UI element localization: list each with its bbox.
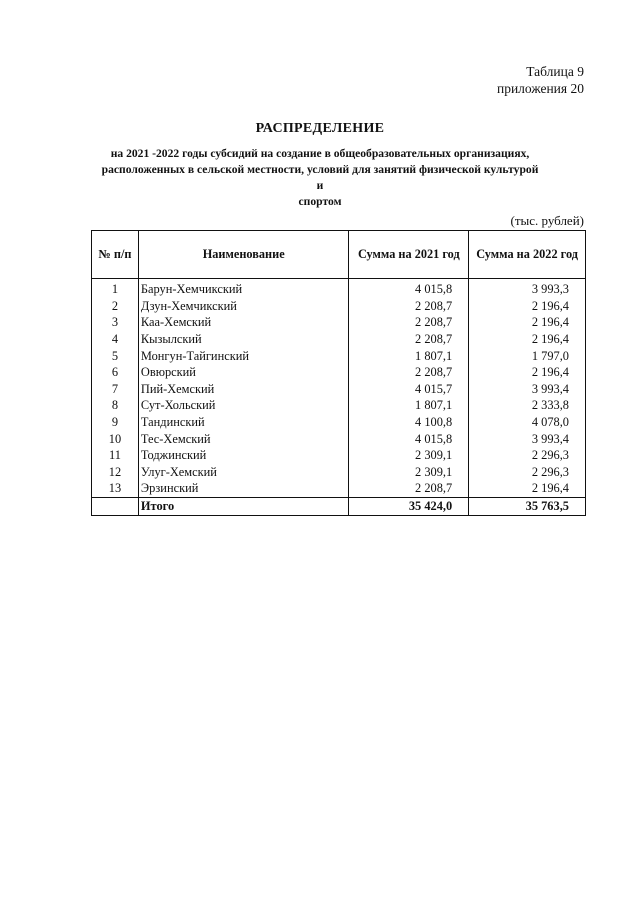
- document-subtitle: [100, 146, 540, 210]
- row-number: 10: [92, 430, 139, 447]
- row-sum-2022: 3 993,4: [469, 430, 586, 447]
- row-sum-2021: 4 100,8: [349, 414, 469, 431]
- table-row: [92, 430, 586, 447]
- table-body: [92, 279, 586, 516]
- row-sum-2021: 1 807,1: [349, 347, 469, 364]
- row-sum-2021: 2 208,7: [349, 298, 469, 315]
- row-name: Монгун-Тайгинский: [138, 347, 349, 364]
- row-sum-2022: 2 196,4: [469, 298, 586, 315]
- table-row: [92, 314, 586, 331]
- row-sum-2022: 3 993,3: [469, 279, 586, 298]
- row-sum-2022: 2 196,4: [469, 480, 586, 497]
- table-reference: Таблица 9: [526, 64, 584, 79]
- row-number: 9: [92, 414, 139, 431]
- row-number: 7: [92, 381, 139, 398]
- row-number: 6: [92, 364, 139, 381]
- row-name: Овюрский: [138, 364, 349, 381]
- row-name: Барун-Хемчикский: [138, 279, 349, 298]
- table-row: [92, 447, 586, 464]
- total-sum-2022: 35 763,5: [469, 497, 586, 515]
- subtitle-line: расположенных в сельской местности, условий для занятий физической культурой и: [101, 163, 539, 192]
- row-sum-2021: 1 807,1: [349, 397, 469, 414]
- table-row: [92, 397, 586, 414]
- row-sum-2022: 1 797,0: [469, 347, 586, 364]
- row-sum-2022: 3 993,4: [469, 381, 586, 398]
- row-number: 2: [92, 298, 139, 315]
- row-sum-2021: 4 015,8: [349, 279, 469, 298]
- table-row: [92, 331, 586, 348]
- row-number: 1: [92, 279, 139, 298]
- row-sum-2021: 2 309,1: [349, 447, 469, 464]
- table-header-row: [92, 231, 586, 279]
- row-name: Тоджинский: [138, 447, 349, 464]
- row-name: Тес-Хемский: [138, 430, 349, 447]
- row-number: 13: [92, 480, 139, 497]
- row-sum-2022: 2 196,4: [469, 331, 586, 348]
- row-name: Каа-Хемский: [138, 314, 349, 331]
- total-number: [92, 497, 139, 515]
- total-sum-2021: 35 424,0: [349, 497, 469, 515]
- table-row: [92, 364, 586, 381]
- row-name: Улуг-Хемский: [138, 464, 349, 481]
- row-name: Эрзинский: [138, 480, 349, 497]
- row-sum-2021: 4 015,7: [349, 381, 469, 398]
- row-sum-2022: 4 078,0: [469, 414, 586, 431]
- row-sum-2022: 2 296,3: [469, 464, 586, 481]
- row-sum-2022: 2 333,8: [469, 397, 586, 414]
- row-sum-2021: 2 309,1: [349, 464, 469, 481]
- document-reference: [497, 63, 584, 97]
- document-title: РАСПРЕДЕЛЕНИЕ: [255, 121, 385, 136]
- row-sum-2021: 2 208,7: [349, 314, 469, 331]
- row-name: Тандинский: [138, 414, 349, 431]
- row-sum-2022: 2 196,4: [469, 314, 586, 331]
- row-sum-2021: 2 208,7: [349, 480, 469, 497]
- subsidy-table: [91, 230, 586, 516]
- table-row: [92, 464, 586, 481]
- column-header-name: Наименование: [138, 231, 349, 279]
- row-number: 12: [92, 464, 139, 481]
- table-row: [92, 414, 586, 431]
- row-name: Сут-Хольский: [138, 397, 349, 414]
- appendix-reference: приложения 20: [496, 81, 584, 96]
- row-name: Пий-Хемский: [138, 381, 349, 398]
- row-number: 8: [92, 397, 139, 414]
- row-number: 4: [92, 331, 139, 348]
- row-sum-2021: 4 015,8: [349, 430, 469, 447]
- row-number: 5: [92, 347, 139, 364]
- row-sum-2022: 2 196,4: [469, 364, 586, 381]
- table-row: [92, 347, 586, 364]
- column-header-2021: Сумма на 2021 год: [349, 231, 469, 279]
- table-row: [92, 381, 586, 398]
- row-name: Дзун-Хемчикский: [138, 298, 349, 315]
- table-row: [92, 279, 586, 298]
- row-sum-2021: 2 208,7: [349, 331, 469, 348]
- row-sum-2021: 2 208,7: [349, 364, 469, 381]
- subtitle-line: на 2021 -2022 годы субсидий на создание в общеобразовательных организациях,: [110, 147, 530, 160]
- total-label: Итого: [138, 497, 349, 515]
- total-row: [92, 497, 586, 515]
- row-number: 11: [92, 447, 139, 464]
- row-sum-2022: 2 296,3: [469, 447, 586, 464]
- row-number: 3: [92, 314, 139, 331]
- row-name: Кызылский: [138, 331, 349, 348]
- table-row: [92, 298, 586, 315]
- column-header-number: № п/п: [92, 231, 139, 279]
- table-row: [92, 480, 586, 497]
- column-header-2022: Сумма на 2022 год: [469, 231, 586, 279]
- units-label: (тыс. рублей): [510, 213, 584, 228]
- subtitle-line: спортом: [298, 195, 342, 208]
